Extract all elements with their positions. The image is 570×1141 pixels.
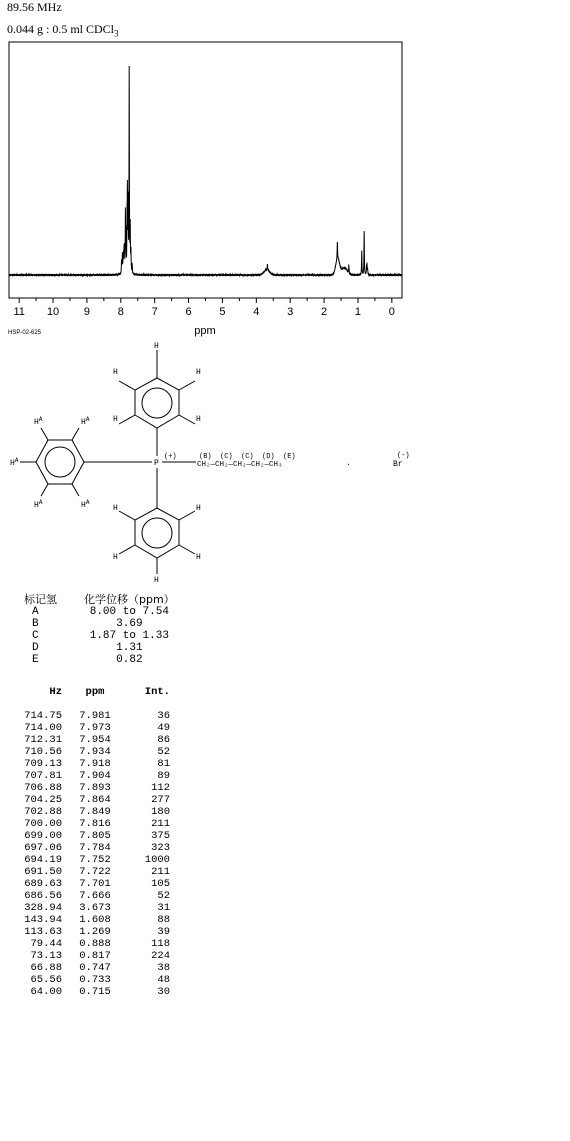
peak-int: 49 bbox=[157, 722, 170, 734]
peak-int: 224 bbox=[151, 950, 170, 962]
peak-ppm: 7.973 bbox=[79, 722, 111, 734]
peak-ppm: 7.893 bbox=[79, 782, 111, 794]
atom-ha: $H^A$ bbox=[81, 499, 90, 510]
phenyl-ring-left bbox=[10, 416, 157, 510]
peak-int: 1000 bbox=[144, 854, 170, 866]
peak-int: 118 bbox=[151, 938, 170, 950]
atom-h: H bbox=[196, 504, 201, 513]
peak-hz: 702.88 bbox=[24, 806, 62, 818]
peak-hz: 704.25 bbox=[24, 794, 62, 806]
x-tick-label: 5 bbox=[219, 306, 226, 318]
sample-subscript: 3 bbox=[114, 28, 119, 39]
x-axis-ticks bbox=[13, 298, 394, 318]
peak-row bbox=[18, 974, 176, 986]
x-tick-label: 6 bbox=[185, 306, 192, 318]
peak-row bbox=[18, 950, 176, 962]
peak-row bbox=[18, 722, 176, 734]
peak-int: 105 bbox=[151, 878, 170, 890]
x-tick-label: 8 bbox=[117, 306, 124, 318]
peak-row bbox=[18, 806, 176, 818]
x-axis-label: ppm bbox=[194, 325, 216, 337]
peak-ppm: 0.888 bbox=[79, 938, 111, 950]
alkyl-chain: CH₂—CH₂—CH₂—CH₂—CH₃ bbox=[197, 461, 283, 469]
assignment-shift: 1.87 to 1.33 bbox=[89, 630, 169, 642]
peak-hz: 79.44 bbox=[30, 938, 62, 950]
peak-ppm: 0.747 bbox=[79, 962, 111, 974]
atom-h: H bbox=[154, 342, 159, 351]
peak-ppm: 3.673 bbox=[79, 902, 111, 914]
peak-hz: 699.00 bbox=[24, 830, 62, 842]
assignment-row bbox=[24, 654, 175, 666]
molecular-structure bbox=[0, 338, 570, 588]
peak-hz: 697.06 bbox=[24, 842, 62, 854]
atom-h: H bbox=[113, 368, 118, 377]
assignment-shift: 1.31 bbox=[116, 642, 143, 654]
peak-hz: 73.13 bbox=[30, 950, 62, 962]
assignment-label: A bbox=[32, 606, 39, 618]
peak-ppm: 0.715 bbox=[79, 986, 111, 998]
peak-row bbox=[18, 818, 176, 830]
peak-int: 89 bbox=[157, 770, 170, 782]
peak-ppm: 7.752 bbox=[79, 854, 111, 866]
assignment-label: C bbox=[32, 630, 39, 642]
peak-row bbox=[18, 746, 176, 758]
peak-ppm: 7.701 bbox=[79, 878, 111, 890]
peak-hz: 700.00 bbox=[24, 818, 62, 830]
peak-ppm: 7.849 bbox=[79, 806, 111, 818]
bromide-anion: Br bbox=[393, 460, 403, 469]
x-tick-label: 10 bbox=[46, 306, 60, 318]
peak-int: 375 bbox=[151, 830, 170, 842]
atom-h: H bbox=[113, 553, 118, 562]
peak-hz: 712.31 bbox=[24, 734, 62, 746]
peak-ppm: 0.817 bbox=[79, 950, 111, 962]
p-charge: (+) bbox=[164, 453, 177, 461]
atom-h: H bbox=[154, 576, 159, 585]
assignment-label: D bbox=[32, 642, 39, 654]
peak-int: 112 bbox=[151, 782, 170, 794]
assignment-row bbox=[24, 642, 175, 654]
peak-row bbox=[18, 854, 176, 866]
x-tick-label: 4 bbox=[253, 306, 260, 318]
peak-ppm: 7.816 bbox=[79, 818, 111, 830]
peak-int: 38 bbox=[157, 962, 170, 974]
spectrometer-frequency: 89.56 MHz bbox=[7, 0, 62, 14]
atom-p: P bbox=[154, 459, 159, 468]
peak-row bbox=[18, 830, 176, 842]
peak-ppm: 7.805 bbox=[79, 830, 111, 842]
sample-concentration bbox=[7, 22, 119, 38]
peak-int: 81 bbox=[157, 758, 170, 770]
spectrum-trace bbox=[9, 66, 402, 276]
peak-int: 88 bbox=[157, 914, 170, 926]
peak-ppm: 7.784 bbox=[79, 842, 111, 854]
peak-hz: 328.94 bbox=[24, 902, 62, 914]
peak-row bbox=[18, 878, 176, 890]
peak-row bbox=[18, 902, 176, 914]
atom-ha: $H^A$ bbox=[10, 457, 19, 468]
peak-ppm: 7.954 bbox=[79, 734, 111, 746]
peak-row bbox=[18, 986, 176, 998]
assign-col-shift: 化学位移（ppm） bbox=[84, 593, 175, 606]
atom-ha: $H^A$ bbox=[34, 416, 43, 427]
assignment-row bbox=[24, 618, 175, 630]
atom-h: H bbox=[113, 504, 118, 513]
atom-h: H bbox=[196, 368, 201, 377]
peak-hz: 64.00 bbox=[30, 986, 62, 998]
peak-hz: 710.56 bbox=[24, 746, 62, 758]
peak-ppm: 7.864 bbox=[79, 794, 111, 806]
atom-h: H bbox=[196, 553, 201, 562]
assignment-row bbox=[24, 630, 175, 642]
assignment-table bbox=[24, 594, 175, 666]
peak-int: 30 bbox=[157, 986, 170, 998]
atom-h: H bbox=[196, 415, 201, 424]
x-tick-label: 2 bbox=[321, 306, 328, 318]
peak-hz: 709.13 bbox=[24, 758, 62, 770]
peak-int: 211 bbox=[151, 818, 170, 830]
chain-labels: (B) (C) (C) (D) (E) bbox=[199, 453, 296, 461]
nmr-spectrum-chart bbox=[0, 38, 570, 338]
peak-int: 180 bbox=[151, 806, 170, 818]
peak-ppm: 1.608 bbox=[79, 914, 111, 926]
assignment-label: B bbox=[32, 618, 39, 630]
peak-int: 52 bbox=[157, 746, 170, 758]
x-tick-label: 0 bbox=[388, 306, 395, 318]
peak-ppm: 0.733 bbox=[79, 974, 111, 986]
atom-h: H bbox=[113, 415, 118, 424]
peak-hz: 66.88 bbox=[30, 962, 62, 974]
peak-col-int: Int. bbox=[144, 686, 170, 698]
peak-row bbox=[18, 938, 176, 950]
peak-col-hz: Hz bbox=[49, 686, 62, 698]
peak-int: 323 bbox=[151, 842, 170, 854]
peak-row bbox=[18, 842, 176, 854]
peak-row bbox=[18, 758, 176, 770]
peak-int: 277 bbox=[151, 794, 170, 806]
x-tick-label: 3 bbox=[287, 306, 294, 318]
peak-int: 31 bbox=[157, 902, 170, 914]
separator-dot: . bbox=[346, 459, 351, 468]
peak-hz: 143.94 bbox=[24, 914, 62, 926]
peak-ppm: 7.981 bbox=[79, 710, 111, 722]
assign-col-label: 标记氢 bbox=[24, 593, 57, 606]
peak-hz: 689.63 bbox=[24, 878, 62, 890]
peak-row bbox=[18, 734, 176, 746]
atom-ha: $H^A$ bbox=[34, 499, 43, 510]
assignment-shift: 8.00 to 7.54 bbox=[89, 606, 169, 618]
peak-int: 86 bbox=[157, 734, 170, 746]
peak-row bbox=[18, 926, 176, 938]
peak-int: 36 bbox=[157, 710, 170, 722]
spectrum-code: HSP-02-625 bbox=[8, 330, 42, 336]
peak-hz: 714.00 bbox=[24, 722, 62, 734]
plot-frame bbox=[9, 42, 402, 298]
peak-row bbox=[18, 770, 176, 782]
peak-hz: 65.56 bbox=[30, 974, 62, 986]
x-tick-label: 1 bbox=[354, 306, 362, 318]
peak-ppm: 7.904 bbox=[79, 770, 111, 782]
peak-hz: 714.75 bbox=[24, 710, 62, 722]
x-tick-label: 7 bbox=[151, 306, 158, 318]
peak-hz: 694.19 bbox=[24, 854, 62, 866]
assignment-shift: 0.82 bbox=[116, 654, 143, 666]
phenyl-ring-top bbox=[113, 342, 201, 456]
x-tick-label: 11 bbox=[13, 306, 25, 318]
peak-col-ppm: ppm bbox=[85, 686, 105, 698]
peak-hz: 707.81 bbox=[24, 770, 62, 782]
assignment-row bbox=[24, 606, 175, 618]
peak-ppm: 7.934 bbox=[79, 746, 111, 758]
peak-ppm: 1.269 bbox=[79, 926, 111, 938]
peak-ppm: 7.722 bbox=[79, 866, 111, 878]
peak-row bbox=[18, 914, 176, 926]
peak-row bbox=[18, 890, 176, 902]
peak-row bbox=[18, 962, 176, 974]
assignment-shift: 3.69 bbox=[116, 618, 143, 630]
peak-list-table bbox=[18, 686, 176, 998]
assignment-label: E bbox=[32, 654, 39, 666]
x-tick-label: 9 bbox=[83, 306, 90, 318]
anion-charge: (-) bbox=[397, 452, 410, 460]
peak-row bbox=[18, 782, 176, 794]
peak-row bbox=[18, 710, 176, 722]
atom-ha: $H^A$ bbox=[81, 416, 90, 427]
phenyl-ring-bottom bbox=[113, 468, 201, 585]
peak-hz: 691.50 bbox=[24, 866, 62, 878]
peak-hz: 113.63 bbox=[24, 926, 62, 938]
peak-int: 211 bbox=[151, 866, 170, 878]
peak-int: 52 bbox=[157, 890, 170, 902]
peak-row bbox=[18, 794, 176, 806]
peak-int: 48 bbox=[157, 974, 170, 986]
peak-row bbox=[18, 866, 176, 878]
peak-hz: 686.56 bbox=[24, 890, 62, 902]
sample-text: 0.044 g : 0.5 ml CDCl bbox=[7, 22, 115, 36]
peak-ppm: 7.666 bbox=[79, 890, 111, 902]
peak-int: 39 bbox=[157, 926, 170, 938]
peak-hz: 706.88 bbox=[24, 782, 62, 794]
peak-ppm: 7.918 bbox=[79, 758, 111, 770]
